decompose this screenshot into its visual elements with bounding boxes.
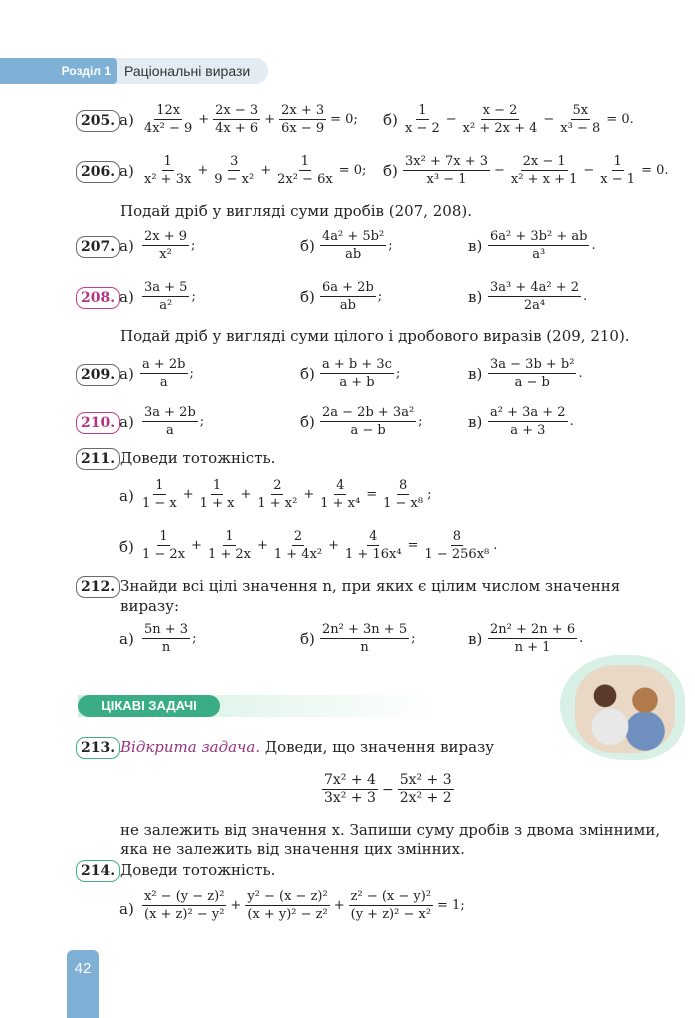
problem-number: 213. [76, 737, 120, 759]
fraction: 3a + 5 a² ; [144, 280, 196, 313]
expression: 7x² + 4 3x² + 3 − $\frac{\text{5x² + 3}}{\text{2x² + 2}}$ [324, 772, 452, 806]
item-label: а) [119, 237, 134, 255]
fraction: 2x + 9 x² ; [144, 229, 196, 262]
fraction: 3a + 2b a ; [144, 405, 205, 438]
item-label: в) [468, 413, 483, 431]
section-heading: ЦІКАВІ ЗАДАЧІ [78, 695, 220, 717]
item-label: б) [300, 288, 315, 306]
item-label: в) [468, 630, 483, 648]
item-label: б) [383, 162, 398, 180]
problem-text: Доведи тотожність. [120, 861, 276, 879]
problem-number: 212. [76, 576, 120, 598]
problem-text: Доведи тотожність. [120, 449, 276, 467]
item-label: в) [468, 365, 483, 383]
problem-number: 209. [76, 364, 120, 386]
section-tag: Розділ 1 [0, 58, 117, 84]
item-label: б) [300, 237, 315, 255]
fraction: 2n² + 2n + 6 n + 1 . [490, 622, 584, 655]
fraction: 3a³ + 4a² + 2 2a⁴ . [490, 280, 588, 313]
item-label: в) [468, 288, 483, 306]
fraction: 5n + 3 n ; [144, 622, 197, 655]
fraction: 3a − 3b + b² a − b . [490, 357, 583, 390]
problem-number: 205. [76, 110, 120, 132]
problem-text: виразу: [120, 597, 180, 615]
problem-text: Знайди всі цілі значення n, при яких є цілим числом значення [120, 577, 621, 595]
item-label: а) [119, 900, 134, 918]
equation: 12x 4x² − 9 + $\frac{2x - 3}{4x + 6}$ + $\frac{2x + 3}{6x - 9}$ = 0; [144, 103, 358, 136]
problem-text: не залежить від значення x. Запиши суму дробів з двома змінними, [120, 821, 661, 839]
item-label: б) [300, 630, 315, 648]
open-task-label: Відкрита задача. [120, 738, 261, 756]
identity: x² − (y − z)² (x + z)² − y² + $\frac{\text{y² − (x − z)²}}{\text{(x + y)² − z²}}$ + $\frac{\text{z² − (x − y)²}}{\text{(y + z)² − x²}}$ = 1; [144, 889, 465, 922]
item-label: а) [119, 365, 134, 383]
fraction: 2n² + 3n + 5 n ; [322, 622, 416, 655]
fraction: 6a² + 3b² + ab a³ . [490, 229, 596, 262]
instruction-text: Подай дріб у вигляді суми дробів (207, 208). [120, 202, 473, 220]
problem-number: 208. [76, 287, 120, 309]
item-label: а) [119, 630, 134, 648]
item-label: а) [119, 111, 134, 129]
problem-text: Відкрита задача. Доведи, що значення виразу [120, 738, 495, 756]
problem-text: яка не залежить від значення цих змінних. [120, 840, 465, 858]
problem-number: 210. [76, 412, 120, 434]
equation: 1 x − 2 − $\frac{x - 2}{\text{x² + 2x + 4}}$ − $\frac{5x}{\text{x³ − 8}}$ = 0. [405, 103, 634, 136]
item-label: а) [119, 487, 134, 505]
item-label: б) [383, 111, 398, 129]
equation: 1 x² + 3x + $\frac{3}{\text{9 − x²}}$ + $\frac{1}{\text{2x² − 6x}}$ = 0; [144, 154, 367, 187]
fraction: 2a − 2b + 3a² a − b ; [322, 405, 423, 438]
equation: 3x² + 7x + 3 x³ − 1 − $\frac{2x - 1}{\text{x² + x + 1}}$ − $\frac{1}{x - 1}$ = 0. [405, 154, 669, 187]
problem-number: 207. [76, 236, 120, 258]
item-label: б) [300, 413, 315, 431]
fraction: a² + 3a + 2 a + 3 . [490, 405, 574, 438]
page-number: 42 [67, 950, 99, 1018]
fraction: a + 2b a ; [142, 357, 194, 390]
item-label: б) [300, 365, 315, 383]
item-label: а) [119, 413, 134, 431]
students-photo [575, 665, 675, 753]
section-title: Раціональні вирази [124, 63, 251, 79]
item-label: в) [468, 237, 483, 255]
identity: 1 1 − 2x + $\frac{1}{1 + 2x}$ + $\frac{2}{\text{1 + 4x²}}$ + $\frac{4}{\text{1 + 16x⁴}}$ = $\frac{8}{\text{1 − 256x⁸}}$ . [142, 529, 498, 562]
fraction: a + b + 3c a + b ; [322, 357, 401, 390]
identity: 1 1 − x + $\frac{1}{1 + x}$ + $\frac{2}{\text{1 + x²}}$ + $\frac{4}{\text{1 + x⁴}}$ = $\frac{8}{\text{1 − x⁸}}$ ; [142, 478, 432, 511]
problem-number: 206. [76, 161, 120, 183]
fraction: 4a² + 5b² ab ; [322, 229, 393, 262]
item-label: а) [119, 288, 134, 306]
problem-number: 211. [76, 448, 120, 470]
item-label: а) [119, 162, 134, 180]
instruction-text: Подай дріб у вигляді суми цілого і дробового виразів (209, 210). [120, 327, 630, 345]
item-label: б) [119, 538, 134, 556]
problem-number: 214. [76, 860, 120, 882]
fraction: 6a + 2b ab ; [322, 280, 383, 313]
